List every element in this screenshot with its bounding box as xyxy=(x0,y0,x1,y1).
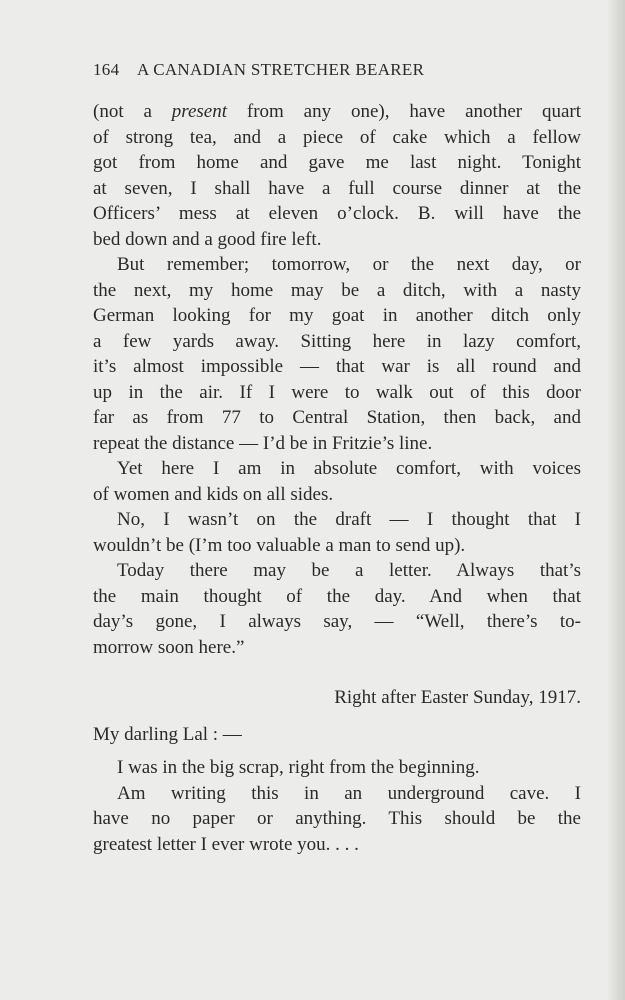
running-header xyxy=(93,60,593,80)
text-line: But remember; tomorrow, or the next day, or xyxy=(117,254,581,275)
text-line: Officers’ mess at eleven o’clock. B. will have the xyxy=(93,203,581,224)
text-line: the main thought of the day. And when that xyxy=(93,585,581,607)
text-line: bed down and a good fire left. xyxy=(93,228,322,250)
paragraph-5 xyxy=(93,558,581,660)
text-line: up in the air. If I were to walk out of this door xyxy=(93,381,581,403)
text-line: at seven, I shall have a full course dinner at the xyxy=(93,177,581,199)
running-title: A CANADIAN STRETCHER BEARER xyxy=(137,60,425,79)
text-line: No, I wasn’t on the draft — I thought that I xyxy=(117,509,581,530)
text-line: morrow soon here.” xyxy=(93,636,245,658)
text-line: greatest letter I ever wrote you. . . . xyxy=(93,833,359,855)
text-line: of strong tea, and a piece of cake which a fellow xyxy=(93,126,581,148)
section-gap xyxy=(93,711,581,719)
paragraph-2 xyxy=(93,252,581,456)
paragraph-1 xyxy=(93,99,581,252)
page-edge-shadow xyxy=(607,0,625,1000)
text-line: I was in the big scrap, right from the beginning. xyxy=(117,757,480,778)
section-gap xyxy=(93,660,581,685)
letter-dateline: Right after Easter Sunday, 1917. xyxy=(334,687,581,708)
page-number: 164 xyxy=(93,60,120,79)
section-gap xyxy=(93,747,581,755)
text-line: Today there may be a letter. Always that’s xyxy=(117,560,581,581)
text-line: day’s gone, I always say, — “Well, there’s to- xyxy=(93,611,581,632)
text-line: far as from 77 to Central Station, then back, and xyxy=(93,407,581,428)
page-body xyxy=(93,99,581,857)
text-line: it’s almost impossible — that war is all round and xyxy=(93,356,581,377)
text-line: of women and kids on all sides. xyxy=(93,483,334,505)
text-line: wouldn’t be (I’m too valuable a man to send up). xyxy=(93,534,466,556)
paragraph-7 xyxy=(93,781,581,858)
text-line: a few yards away. Sitting here in lazy comfort, xyxy=(93,330,581,352)
paragraph-4 xyxy=(93,507,581,558)
text-line: the next, my home may be a ditch, with a nasty xyxy=(93,279,581,301)
letter-salutation: My darling Lal : — xyxy=(93,723,242,745)
text-line: have no paper or anything. This should be the xyxy=(93,808,581,829)
text-line: (not a present from any one), have another quart xyxy=(93,101,581,122)
paragraph-6 xyxy=(93,755,581,781)
text-line: German looking for my goat in another ditch only xyxy=(93,305,581,326)
text-line: Am writing this in an underground cave. I xyxy=(117,782,581,804)
text-line: Yet here I am in absolute comfort, with voices xyxy=(117,458,581,479)
text-line: repeat the distance — I’d be in Fritzie’s line. xyxy=(93,432,433,454)
paragraph-3 xyxy=(93,456,581,507)
text-line: got from home and gave me last night. Tonight xyxy=(93,152,581,173)
emphasis-present: present xyxy=(171,101,228,122)
